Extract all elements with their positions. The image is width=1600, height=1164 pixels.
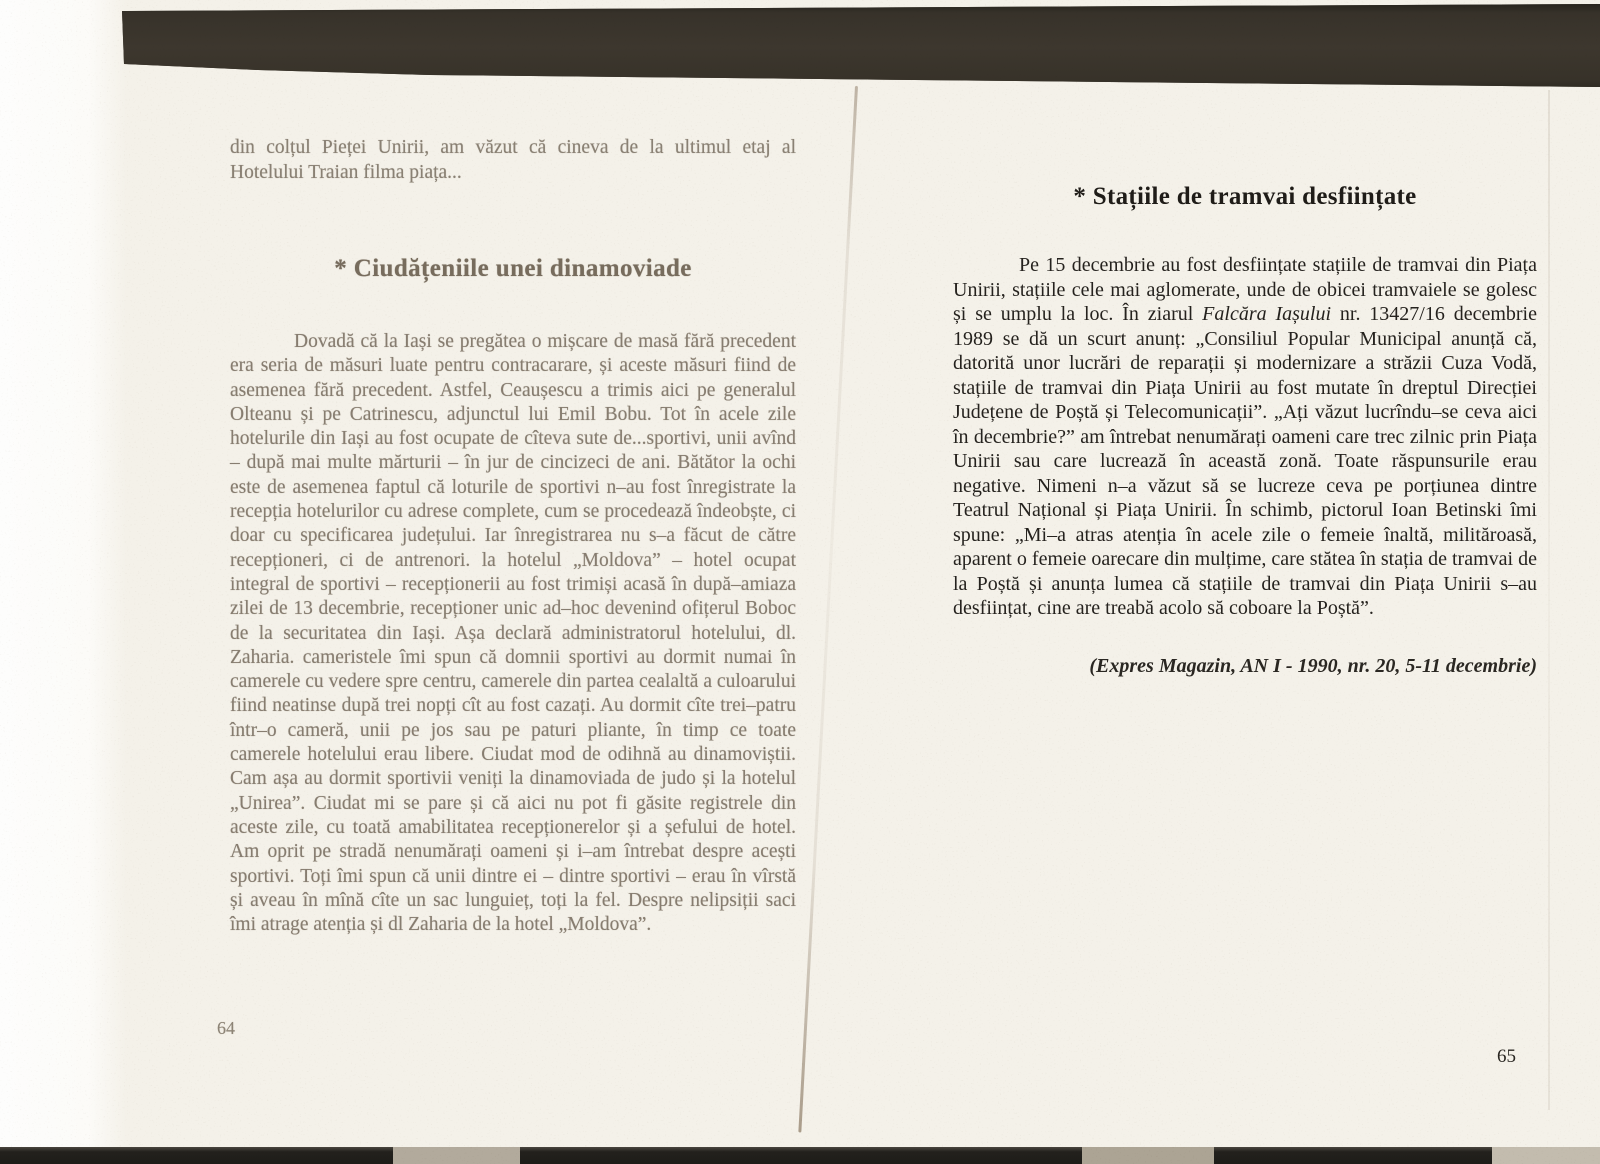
left-body-paragraph: Dovadă că la Iași se pregătea o mișcare de masă fără precedent era seria de măsuri luate pentru contracarare, și aceste măsuri fiind de asemenea fără precedent. Astfel, Ceaușescu a trimis aici pe generalul Olteanu și pe Catrinescu, adjunctul lui Emil Bobu. Tot în acele zile hotelurile din Iași au fost ocupate de cîteva sute de...sportivi, unii avînd – după mai multe mărturii – în jur de cincizeci de ani. Bătător la ochi este de asemenea faptul că loturile de sportivi n–au fost înregistrate la recepția hotelurilor cu adrese complete, cum se procedează îndeobște, ci doar cu specificarea județului. Iar înregistrarea nu s–a făcut de către recepționeri, ci de antrenori. la hotelul „Moldova” – hotel ocupat integral de sportivi – recepționerii au fost trimiși acasă în după–amiaza zilei de 13 decembrie, recepționer unic ad–hoc devenind ofițerul Boboc de la securitatea din Iași. Așa declară administratorul hotelului, dl. Zaharia. cameristele îmi spun că domnii sportivi au dormit numai în camerele cu vedere spre centru, camerele din partea cealaltă a culoarului fiind neatinse după trei nopți cît au fost cazați. Au dormit cîte trei–patru într–o cameră, unii pe jos sau pe paturi pliante, în timp ce toate camerele hotelului erau libere. Ciudat mod de odihnă au dinamoviștii. Cam așa au dormit sportivii veniți la dinamoviada de judo și la hotelul „Unirea”. Ciudat mi se pare și că aici nu pot fi găsite registrele din aceste zile, cu toată amabilitatea recepționerelor și a șefului de hotel. Am oprit pe stradă nenumărați oameni și i–am întrebat despre acești sportivi. Toți îmi spun că unii dintre ei – dintre sportivi – erau în vîrstă și aveau în mînă cîte un sac lunguieț, toți la fel. Despre nelipsiții saci îmi atrage atenția și dl Zaharia de la hotel „Moldova”. bbox=[230, 331, 796, 936]
bottom-band-gap bbox=[1492, 1147, 1600, 1164]
right-body-paragraph: Pe 15 decembrie au fost desființate stațiile de tramvai din Piața Unirii, stațiile cele mai aglomerate, unde de obicei tramvaiele se golesc și se umplu la loc. În ziarul Falcăra Iașului nr. 13427/16 decembrie 1989 se dă un scurt anunț: „Consiliul Popular Municipal anunță că, datorită unor lucrări de reparații și modernizare a străzii Cuza Vodă, stațiile de tramvai din Piața Unirii au fost mutate în dreptul Direcției Județene de Poștă și Telecomunicații”. „Ați văzut lucrîndu–se ceva aici în decembrie?” am întrebat nenumărați oameni care trec zilnic prin Piața Unirii sau care lucrează în această zonă. Toate răspunsurile erau negative. Nimeni n–a văzut să se lucreze ceva pe porțiunea dintre Teatrul Național și Piața Unirii. În schimb, pictorul Ioan Betinski îmi spune: „Mi–a atras atenția în acele zile o femeie înaltă, milităroasă, aparent o femeie oarecare din mulțime, care stătea în stația de tramvai de la Poștă și anunța lumea că stațiile de tramvai din Piața Unirii s–au desființat, cine are treabă acolo să coboare la Poștă”. bbox=[953, 254, 1537, 619]
right-page-number: 65 bbox=[1497, 1046, 1516, 1067]
source-citation: (Expres Magazin, AN I - 1990, nr. 20, 5-11 decembrie) bbox=[1089, 655, 1537, 677]
left-intro-paragraph: din colțul Pieței Unirii, am văzut că cineva de la ultimul etaj al Hotelului Traian filma piața... bbox=[230, 137, 796, 183]
page-right-edge bbox=[1548, 90, 1550, 1110]
left-chapter-heading: * Ciudățeniile unei dinamoviade bbox=[334, 255, 692, 282]
bottom-band-gap bbox=[393, 1147, 520, 1164]
scanner-bed-margin bbox=[0, 0, 126, 1150]
scan-bottom-dark-band bbox=[0, 1147, 1600, 1164]
bottom-band-gap bbox=[1082, 1147, 1214, 1164]
scan-top-dark-band bbox=[0, 0, 1600, 95]
left-page-number: 64 bbox=[217, 1018, 235, 1038]
right-chapter-heading: * Stațiile de tramvai desființate bbox=[1073, 183, 1417, 210]
book-gutter-fold bbox=[798, 86, 858, 1133]
